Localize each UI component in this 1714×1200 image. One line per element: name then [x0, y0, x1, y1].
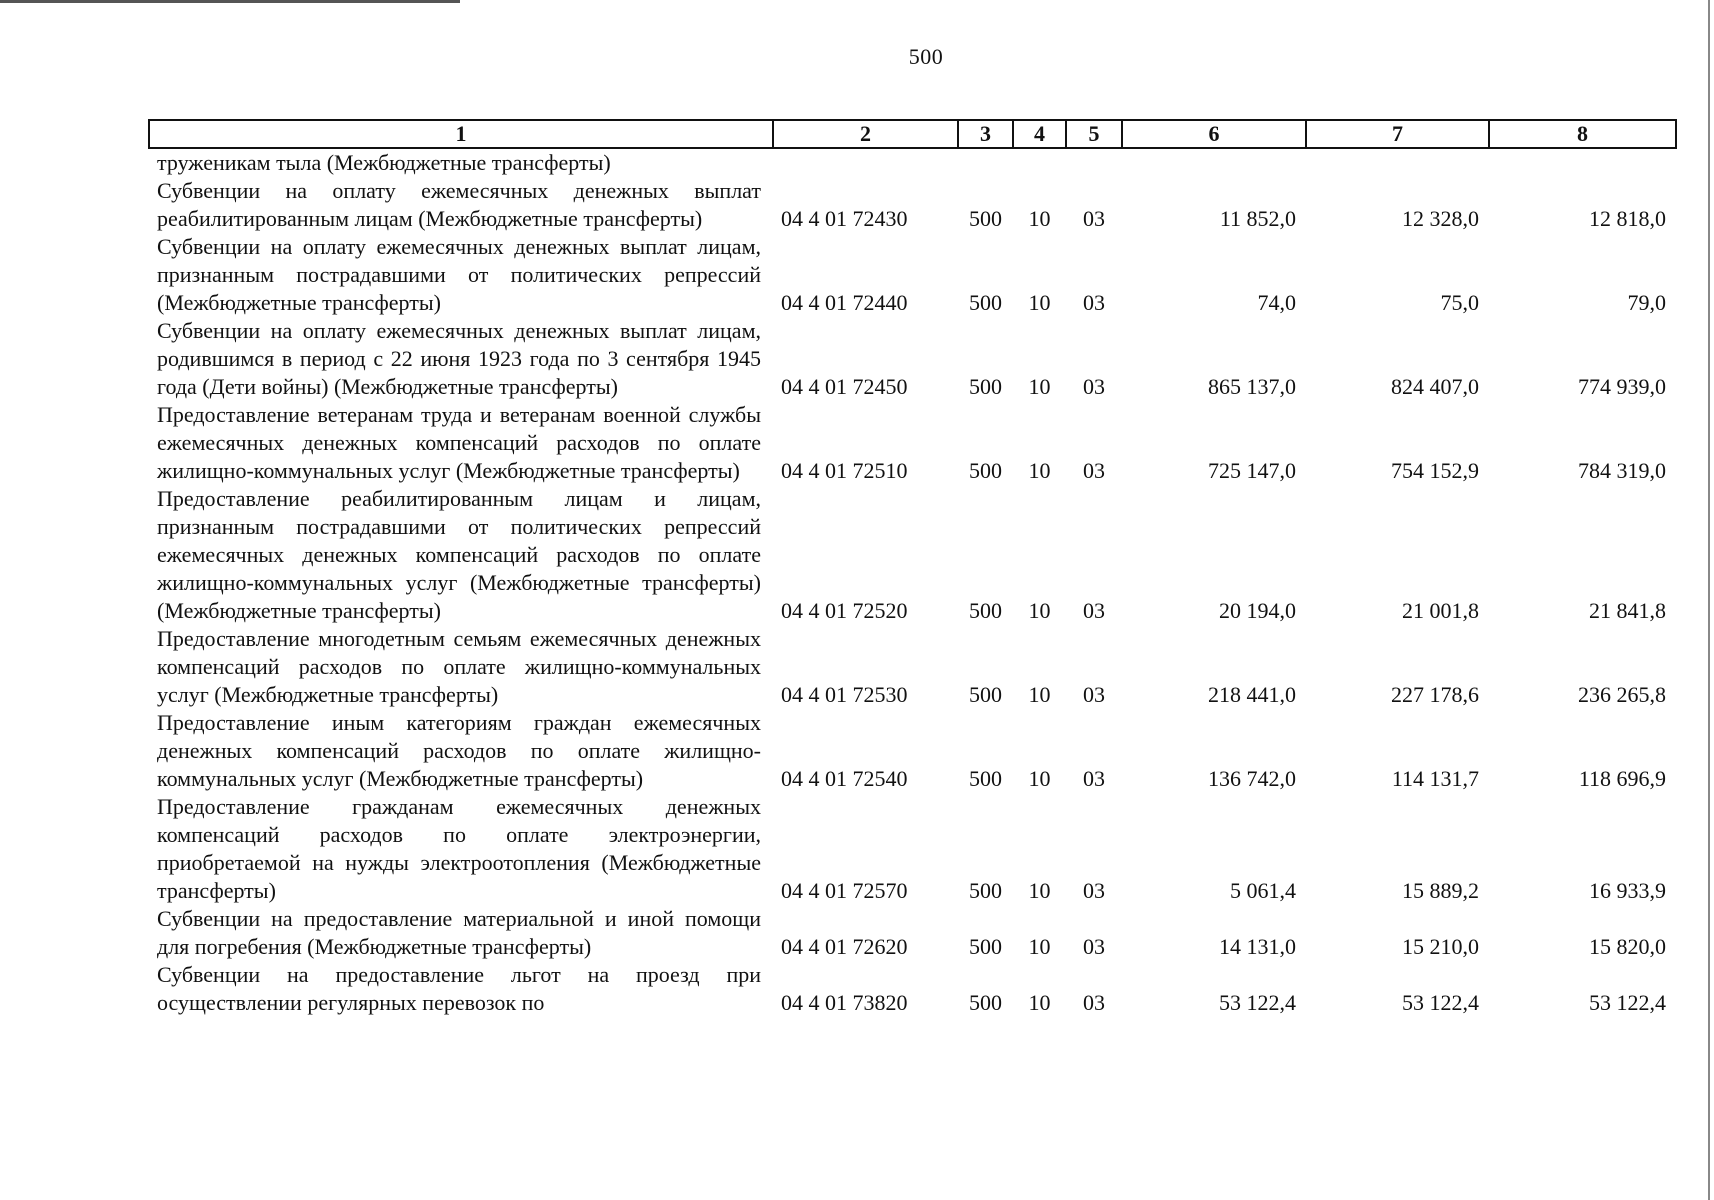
row-code: 04 4 01 72530 — [781, 682, 908, 707]
table-row — [149, 793, 1676, 905]
table-row — [149, 905, 1676, 961]
row-value-col6: 865 137,0 — [1208, 374, 1296, 399]
row-subsection: 03 — [1083, 290, 1105, 315]
row-value-col6: 11 852,0 — [1219, 206, 1296, 231]
table-row — [149, 317, 1676, 401]
row-section: 10 — [1028, 990, 1051, 1015]
row-group-code: 500 — [969, 990, 1002, 1015]
row-code: 04 4 01 72450 — [781, 374, 908, 399]
header-row — [149, 120, 1676, 148]
column-header-4: 4 — [1013, 120, 1066, 148]
row-subsection — [1066, 148, 1122, 177]
table-row — [149, 961, 1676, 1017]
table-header — [149, 120, 1676, 148]
row-value-col6: 74,0 — [1257, 290, 1296, 315]
row-value-col7: 824 407,0 — [1391, 374, 1479, 399]
column-header-7: 7 — [1306, 120, 1489, 148]
row-value-col6: 20 194,0 — [1219, 598, 1296, 623]
row-name: Предоставление гражданам ежемесячных денежных компенсаций расходов по оплате электроэнергии, приобретаемой на нужды электроотопления (Межбюджетные трансферты) — [157, 794, 761, 903]
table-body — [149, 148, 1676, 1017]
row-value-col7: 75,0 — [1440, 290, 1479, 315]
row-group-code: 500 — [969, 290, 1002, 315]
table-row — [149, 709, 1676, 793]
row-name: Предоставление ветеранам труда и ветеранам военной службы ежемесячных денежных компенсаций расходов по оплате жилищно-коммунальных услуг (Межбюджетные трансферты) — [157, 402, 761, 483]
row-subsection: 03 — [1083, 458, 1105, 483]
row-value-col8 — [1489, 148, 1676, 177]
row-name: Субвенции на оплату ежемесячных денежных выплат лицам, родившимся в период с 22 июня 1923 года по 3 сентября 1945 года (Дети войны) (Межбюджетные трансферты) — [157, 318, 761, 399]
row-subsection: 03 — [1083, 374, 1105, 399]
row-code: 04 4 01 72440 — [781, 290, 908, 315]
row-value-col6: 14 131,0 — [1219, 934, 1296, 959]
row-subsection: 03 — [1083, 682, 1105, 707]
column-header-6: 6 — [1122, 120, 1306, 148]
row-section: 10 — [1028, 682, 1051, 707]
row-name: Предоставление иным категориям граждан ежемесячных денежных компенсаций расходов по оплате жилищно-коммунальных услуг (Межбюджетные трансферты) — [157, 710, 761, 791]
row-value-col6 — [1122, 148, 1306, 177]
scan-edge — [1708, 0, 1710, 1200]
table-row — [149, 148, 1676, 177]
column-header-2: 2 — [773, 120, 958, 148]
row-code — [773, 148, 958, 177]
row-group-code: 500 — [969, 934, 1002, 959]
row-name: Субвенции на оплату ежемесячных денежных выплат реабилитированным лицам (Межбюджетные трансферты) — [157, 178, 761, 231]
row-section: 10 — [1028, 374, 1051, 399]
row-name: Субвенции на оплату ежемесячных денежных выплат лицам, признанным пострадавшими от политических репрессий (Межбюджетные трансферты) — [157, 234, 761, 315]
row-name: Предоставление многодетным семьям ежемесячных денежных компенсаций расходов по оплате жилищно-коммунальных услуг (Межбюджетные трансферты) — [157, 626, 761, 707]
row-code: 04 4 01 72620 — [781, 934, 908, 959]
row-value-col8: 236 265,8 — [1578, 682, 1666, 707]
row-value-col8: 118 696,9 — [1578, 766, 1666, 791]
column-header-3: 3 — [958, 120, 1013, 148]
row-section: 10 — [1028, 766, 1051, 791]
table-row — [149, 233, 1676, 317]
row-code: 04 4 01 73820 — [781, 990, 908, 1015]
row-value-col7 — [1306, 148, 1489, 177]
row-value-col6: 5 061,4 — [1230, 878, 1296, 903]
row-value-col8: 784 319,0 — [1578, 458, 1666, 483]
row-value-col7: 15 889,2 — [1402, 878, 1479, 903]
page-number: 500 — [908, 44, 944, 69]
row-code: 04 4 01 72520 — [781, 598, 908, 623]
row-section: 10 — [1028, 934, 1051, 959]
row-group-code: 500 — [969, 206, 1002, 231]
row-value-col6: 218 441,0 — [1208, 682, 1296, 707]
row-code: 04 4 01 72510 — [781, 458, 908, 483]
column-header-8: 8 — [1489, 120, 1676, 148]
row-name: Субвенции на предоставление льгот на проезд при осуществлении регулярных перевозок по — [157, 962, 761, 1015]
row-subsection: 03 — [1083, 878, 1105, 903]
row-code: 04 4 01 72570 — [781, 878, 908, 903]
row-subsection: 03 — [1083, 934, 1105, 959]
row-value-col7: 754 152,9 — [1391, 458, 1479, 483]
row-subsection: 03 — [1083, 206, 1105, 231]
row-group-code: 500 — [969, 878, 1002, 903]
row-name: Предоставление реабилитированным лицам и лицам, признанным пострадавшими от политических репрессий ежемесячных денежных компенсаций расходов по оплате жилищно-коммунальных услуг (Межбюджетные трансферты) (Межбюджетные трансферты) — [157, 486, 761, 623]
row-value-col7: 114 131,7 — [1391, 766, 1479, 791]
row-section — [1013, 148, 1066, 177]
table-row — [149, 401, 1676, 485]
table-row — [149, 177, 1676, 233]
row-group-code: 500 — [969, 682, 1002, 707]
row-code: 04 4 01 72540 — [781, 766, 908, 791]
row-section: 10 — [1028, 290, 1051, 315]
row-value-col7: 12 328,0 — [1402, 206, 1479, 231]
row-section: 10 — [1028, 206, 1051, 231]
row-group-code: 500 — [969, 374, 1002, 399]
row-value-col8: 12 818,0 — [1589, 206, 1666, 231]
row-group-code: 500 — [969, 766, 1002, 791]
column-header-5: 5 — [1066, 120, 1122, 148]
row-value-col8: 16 933,9 — [1589, 878, 1666, 903]
row-group-code — [958, 148, 1013, 177]
column-header-1: 1 — [149, 120, 773, 148]
scan-edge — [0, 0, 460, 3]
row-subsection: 03 — [1083, 598, 1105, 623]
row-value-col8: 79,0 — [1627, 290, 1666, 315]
row-value-col7: 21 001,8 — [1402, 598, 1479, 623]
table-row — [149, 485, 1676, 625]
row-code: 04 4 01 72430 — [781, 206, 908, 231]
row-name: труженикам тыла (Межбюджетные трансферты) — [157, 150, 611, 175]
row-subsection: 03 — [1083, 766, 1105, 791]
row-group-code: 500 — [969, 598, 1002, 623]
row-value-col7: 15 210,0 — [1402, 934, 1479, 959]
budget-table — [148, 119, 1677, 1017]
row-name: Субвенции на предоставление материальной и иной помощи для погребения (Межбюджетные трансферты) — [157, 906, 761, 959]
row-value-col6: 53 122,4 — [1219, 990, 1296, 1015]
row-value-col8: 774 939,0 — [1578, 374, 1666, 399]
row-section: 10 — [1028, 458, 1051, 483]
row-value-col7: 227 178,6 — [1391, 682, 1479, 707]
row-value-col8: 21 841,8 — [1589, 598, 1666, 623]
row-value-col8: 15 820,0 — [1589, 934, 1666, 959]
row-subsection: 03 — [1083, 990, 1105, 1015]
row-value-col8: 53 122,4 — [1589, 990, 1666, 1015]
row-value-col7: 53 122,4 — [1402, 990, 1479, 1015]
row-section: 10 — [1028, 878, 1051, 903]
table-row — [149, 625, 1676, 709]
row-section: 10 — [1028, 598, 1051, 623]
row-value-col6: 725 147,0 — [1208, 458, 1296, 483]
row-group-code: 500 — [969, 458, 1002, 483]
row-value-col6: 136 742,0 — [1208, 766, 1296, 791]
